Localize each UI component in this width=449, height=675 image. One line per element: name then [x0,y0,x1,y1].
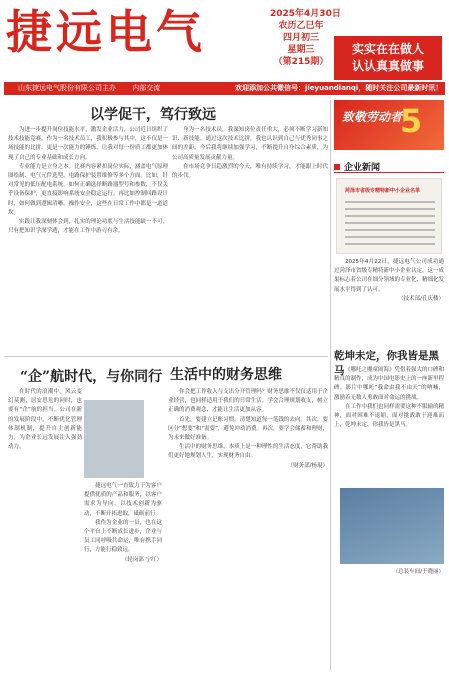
publication-type: 内部交流 [132,84,161,92]
news-section-header [334,160,444,173]
paragraph: 2025年4月22日，捷远电气公司成功通过菏泽市省级专精特新中小企业认定。这一成果标志着公司在细分领域的专业化、精细化发展水平得到了认可。 [334,259,444,293]
labor-day-banner [334,100,444,150]
slogan-box [334,36,442,80]
paragraph: 实践让我深刻体会到，扎实的理论功底与生活技能缺一不可，只有把知识学深学透，才能在工作中游刃有余。 [8,219,168,235]
article-study-col1 [8,126,168,352]
issue-date-box [270,8,341,80]
slogan-line2: 认认真真做事 [351,59,424,73]
article-title-finance: 生活中的财务思维 [170,367,282,383]
byline: （总装车间/王晓丽） [392,569,444,575]
lunar-day: 四月初三 [282,33,319,43]
article-darkhorse-body2 [334,568,444,668]
paragraph: 捷远电气一直致力于为客户提供优质的产品和服务，以客户需求为导向，以技术创新为驱动，不断开拓进取，砥砺前行。 [84,483,162,517]
paragraph: 为进一步提升岗位技能水平，激发企业活力，公司近日组织了技术技能竞赛，作为一名技术员工，我积极参与其中，这不仅是一场技能的比拼，更是一次能力的锤炼，让我对每一份质工都更加体现了自己的专业基础和成长方向。 [8,127,168,161]
paragraph: 我作为企业的一员，也在这个平台上不断成长进步，企业与员工同呼吸共命运，唯有携手同行，方能行稳致远。 [84,519,162,554]
article-title-darkhorse: 乾坤未定，你我皆是黑马 [334,350,439,377]
issue-date: 2025年4月30日 [270,9,341,19]
paragraph: 在时代的浪潮中，风云变幻莫测，居安思危的同时，也要有“企”航的担当。公司在新的发展阶段中，不断优化管理体制机制，提升自主创新能力，为企业长远发展注入强劲动力。 [8,389,82,451]
column-divider [330,100,331,670]
paragraph: 生活中的财务思维，本质上是一种理性的生活态度，它帮助我们更好地规划人生，实现财务自由。 [168,444,328,460]
staff-photo [84,400,144,478]
byline: （轮岗部 宁红） [121,556,162,563]
lunar-year: 农历乙巳年 [278,21,324,31]
paragraph: 《哪吒之魔童闹海》凭借着强大的口碑和精良的制作，成为中国电影史上的一座新里程碑。影片中哪吒“我命由我不由天”的呐喊，激励着无数人勇敢面对命运的挑战。 [334,367,444,401]
sponsor-text: 山东捷远电气股份有限公司主办 [18,84,116,92]
document-lines [345,201,435,250]
article-era-col2 [84,482,162,668]
square-icon [334,164,340,170]
paragraph: 在工作中我们也同样需要这种不服输的精神，面对困难不退缩，面对挑战敢于迎难而上，乾坤未定，你我皆是黑马。 [334,403,444,429]
article-title-era: “企”航时代，与你同行 [20,369,163,385]
byline: （财务部/杨琨） [287,462,328,469]
article-era-col1 [8,388,82,668]
byline: （技术部/孔庆楼） [398,295,444,302]
slogan-line1: 实实在在做人 [351,42,424,56]
news-article [334,258,444,342]
article-finance-body [168,388,328,668]
banner-number: 5 [400,102,423,140]
paragraph: 身为一名技术员，我深知岗位责任重大，必须不断学习新知识、新技能。通过这次技术比拼，我也认识到自己与优秀同事之间的差距。今后我将继续加强学习，不断提升自身综合素质，为公司高质量发展贡献力量。 [172,127,328,161]
paragraph: 在市场竞争日趋激烈的今天，唯有持续学习，才能跟上时代的步伐。 [172,163,328,180]
newspaper-title: 捷远电气 [6,5,206,59]
weekday: 星期三 [287,45,315,55]
article-title-study: 以学促干，笃行致远 [90,107,216,123]
certificate-document-image [336,178,442,254]
news-section-title: 企业新闻 [344,163,381,173]
paragraph: 专业能力是立身之本。比赛内容紧扣岗位实际，涵盖电气原理图绘制、电气元件选型、电路保护装置维修等多个方面。比如，针对常见的低压配电系统，如何正确选择断路器型号和参数，不仅关乎设备保护，更直接影响系统安全稳定运行。再比如控制回路设计时，如何做到逻辑清晰，操作安全，这些在日常工作中都是一道道坎。 [8,163,168,216]
wechat-notice: 欢迎添加公共微信号：jieyuandianqi，随时关注公司最新时讯！ [235,84,443,92]
paragraph: 首先，要建立记账习惯，清楚知道每一笔钱的去向。其次，要区分“想要”和“需要”，避免冲动消费。再次，要学会储蓄和理财，为未来做好准备。 [168,416,328,442]
issue-number: （第215期） [273,57,329,67]
road-photo [340,488,444,564]
article-study-col2 [172,126,328,352]
document-title: 菏泽市省级专精特新中小企业名单 [345,188,421,194]
article-darkhorse-body [334,366,444,484]
banner-text: 致敬劳动者 [342,110,403,124]
paragraph: 你会把工作收入与支出分开管理吗？财务思维不仅仅适用于企业经营，也同样适用于我们的日常生活。学会合理规划收支，树立正确的消费观念，才能让生活更加从容。 [168,389,328,414]
section-divider [4,356,328,357]
